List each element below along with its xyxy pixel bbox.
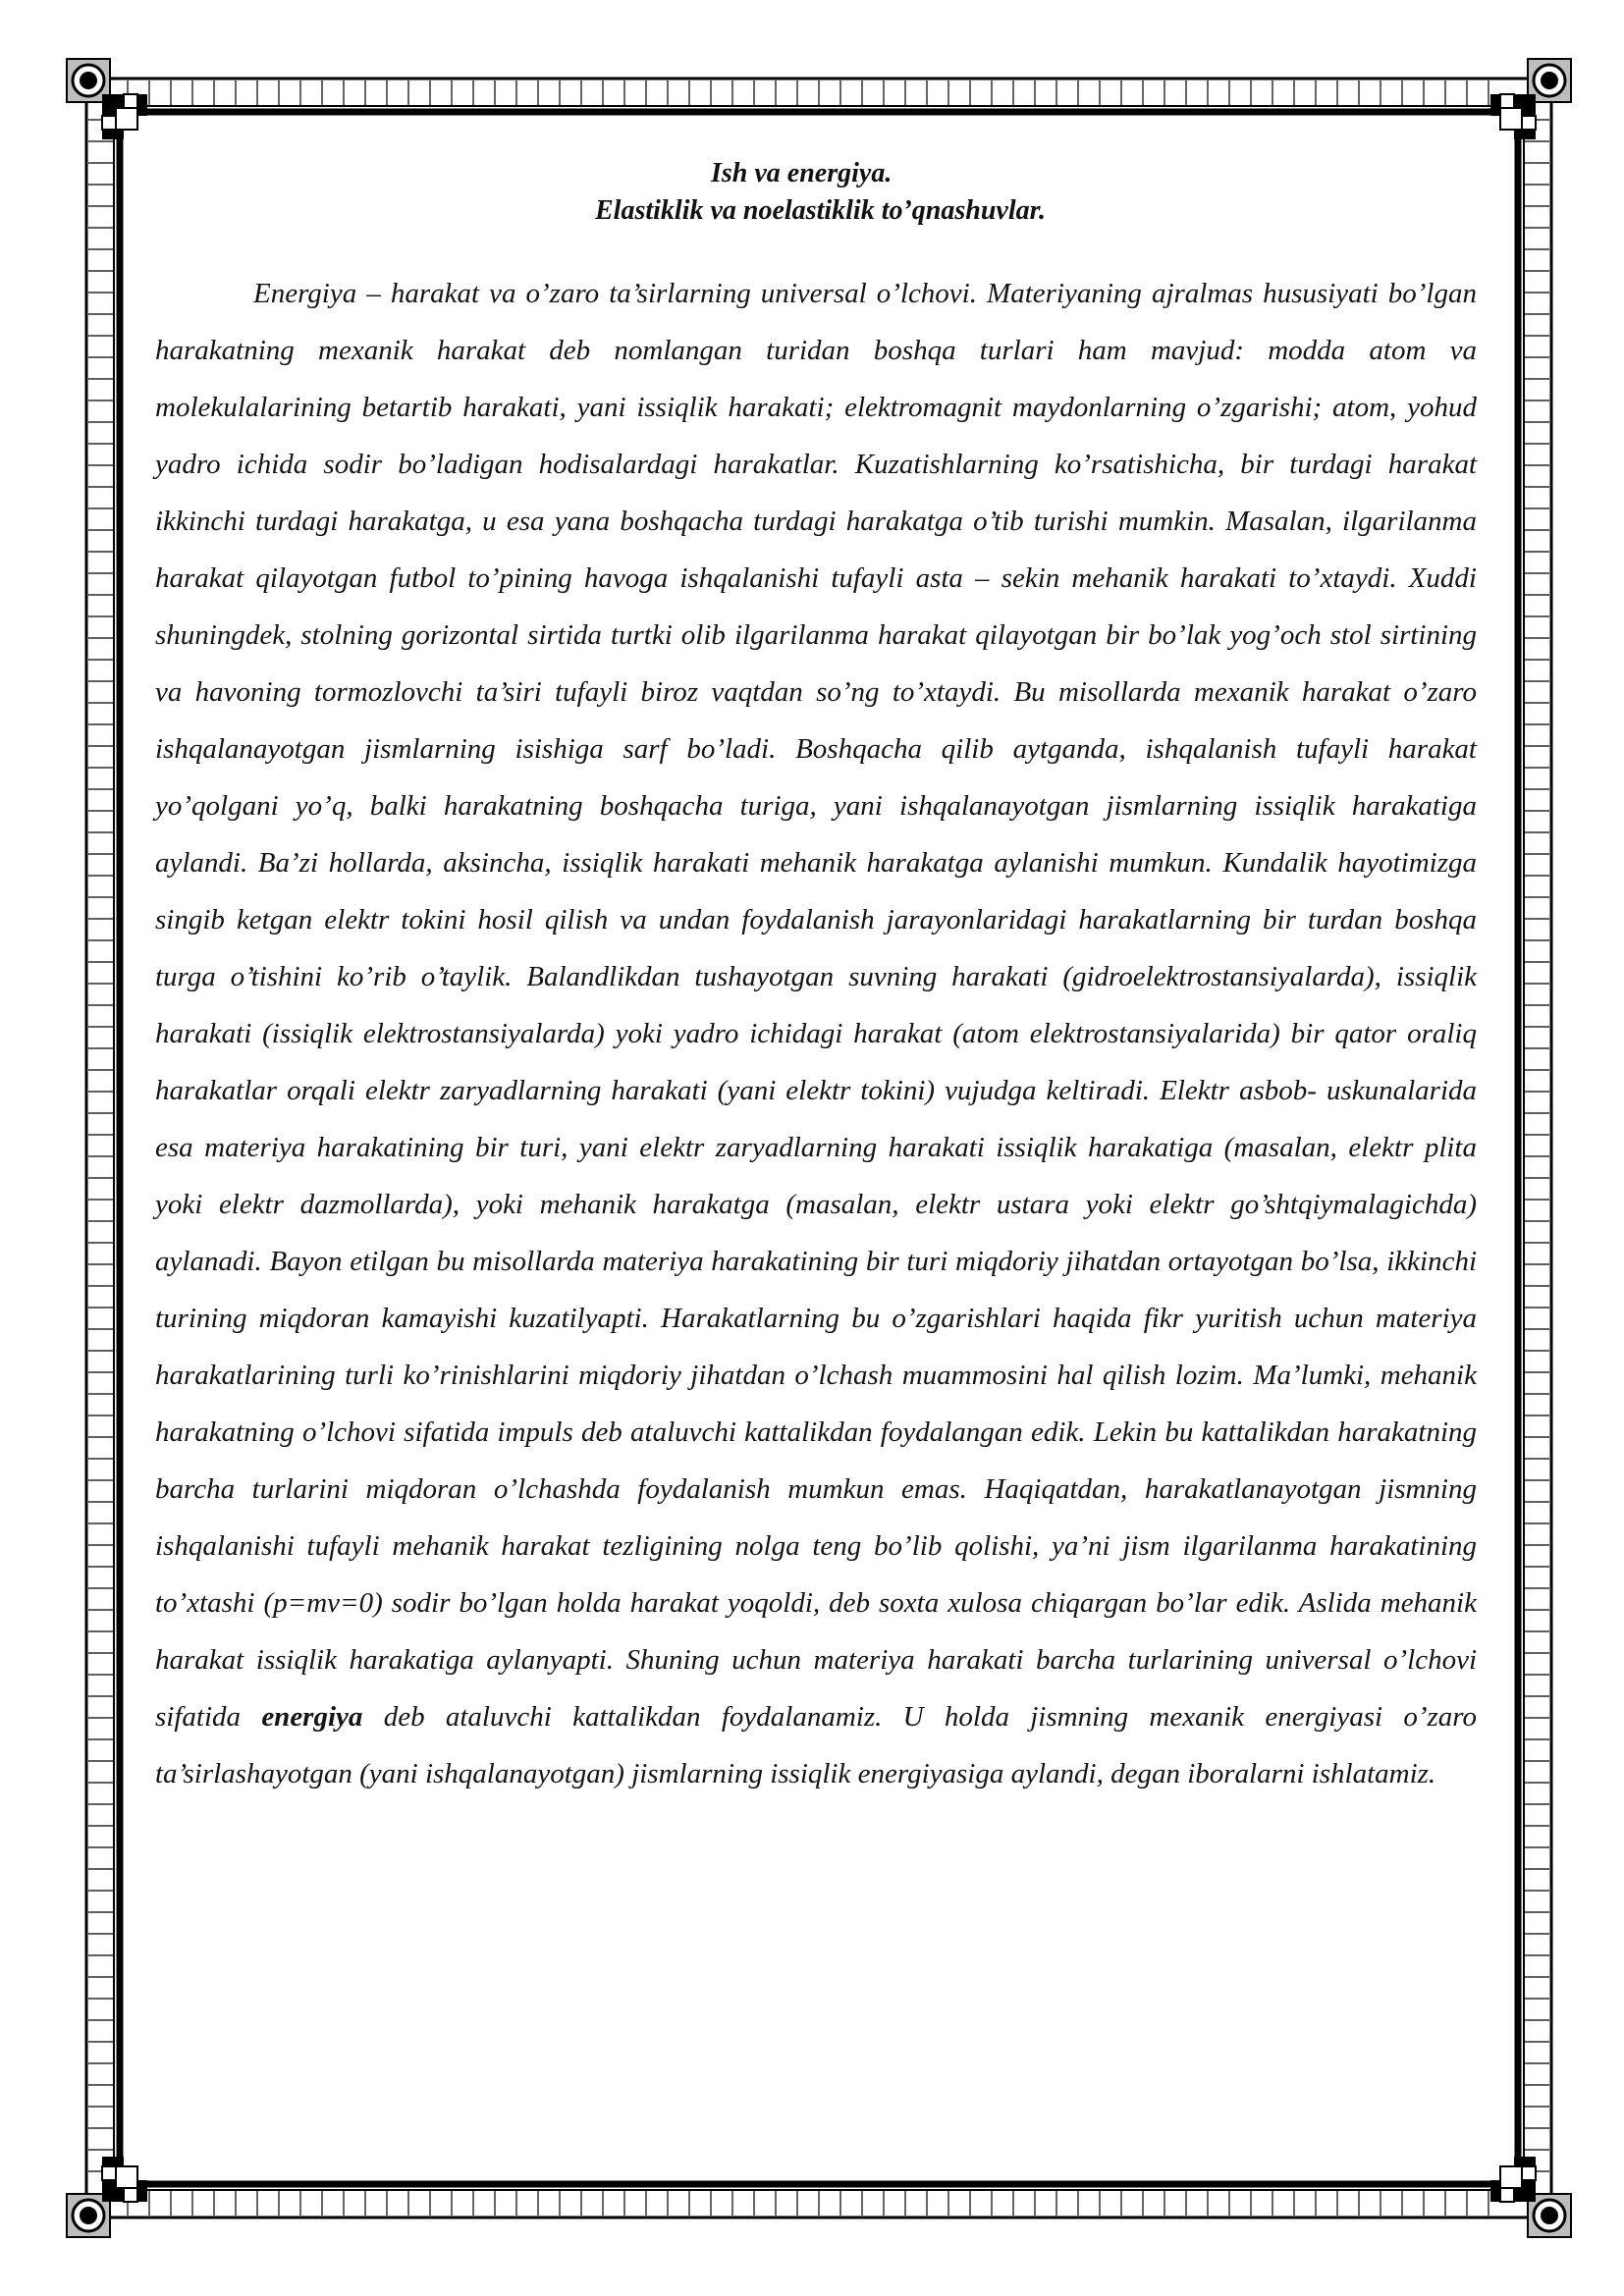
corner-ornament-bottom-left bbox=[67, 2157, 147, 2237]
corner-ornament-top-right bbox=[1490, 59, 1571, 139]
corner-ornament-bottom-right bbox=[1490, 2157, 1571, 2237]
document-subtitle: Elastiklik va noelastiklik to’qnashuvlar. bbox=[595, 195, 1046, 226]
paragraph-text-part2: deb ataluvchi kattalikdan foydalanamiz. U holda jismning mexanik energiyasi o’zaro ta’sirlashayotgan (yani ishqalanayotgan) jismlarning issiqlik energiyasiga aylandi, degan iboralarni ishlatamiz. bbox=[155, 1701, 1478, 1789]
document-title: Ish va energiya. bbox=[711, 158, 893, 188]
corner-ornament-top-left bbox=[67, 59, 147, 139]
body-paragraph bbox=[155, 265, 1477, 1802]
paragraph-text-part1: Energiya – harakat va o’zaro ta’sirlarning universal o’lchovi. Materiyaning ajralmas hususiyati bo’lgan harakatning mexanik harakat deb nomlangan turidan boshqa turlari ham mavjud: modda atom va molekulalarining betartib harakati, yani issiqlik harakati; elektromagnit maydonlarning o’zgarishi; atom, yohud yadro ichida sodir bo’ladigan hodisalardagi harakatlar. Kuzatishlarning ko’rsatishicha, bir turdagi harakat ikkinchi turdagi harakatga, u esa yana boshqacha turdagi harakatga o’tib turishi mumkin. Masalan, ilgarilanma harakat qilayotgan futbol to’pining havoga ishqalanishi tufayli asta – sekin mehanik harakati to’xtaydi. Xuddi shuningdek, stolning gorizontal sirtida turtki olib ilgarilanma harakat qilayotgan bir bo’lak yog’och stol sirtining va havoning tormozlovchi ta’siri tufayli biroz vaqtdan so’ng to’xtaydi. Bu misollarda mexanik harakat o’zaro ishqalanayotgan jismlarning isishiga sarf bo’ladi. Boshqacha qilib aytganda, ishqalanish tufayli harakat yo’qolgani yo’q, balki harakatning boshqacha turiga, yani ishqalanayotgan jismlarning issiqlik harakatiga aylandi. Ba’zi hollarda, aksincha, issiqlik harakati mehanik harakatga aylanishi mumkun. Kundalik hayotimizga singib ketgan elektr tokini hosil qilish va undan foydalanish jarayonlaridagi harakatlarning bir turdan boshqa turga o’tishini ko’rib o’taylik. Balandlikdan tushayotgan suvning harakati (gidroelektrostansiyalarda), issiqlik harakati (issiqlik elektrostansiyalarda) yoki yadro ichidagi harakat (atom elektrostansiyalarida) bir qator oraliq harakatlar orqali elektr zaryadlarning harakati (yani elektr tokini) vujudga keltiradi. Elektr asbob- uskunalarida esa materiya harakatining bir turi, yani elektr zaryadlarning harakati issiqlik harakatiga (masalan, elektr plita yoki elektr dazmollarda), yoki mehanik harakatga (masalan, elektr ustara yoki elektr go’shtqiymalagichda) aylanadi. Bayon etilgan bu misollarda materiya harakatining bir turi miqdoriy jihatdan ortayotgan bo’lsa, ikkinchi turining miqdoran kamayishi kuzatilyapti. Harakatlarning bu o’zgarishlari haqida fikr yuritish uchun materiya harakatlarining turli ko’rinishlarini miqdoriy jihatdan o’lchash muammosini hal qilish lozim. Ma’lumki, mehanik harakatning o’lchovi sifatida impuls deb ataluvchi kattalikdan foydalangan edik. Lekin bu kattalikdan harakatning barcha turlarini miqdoran o’lchashda foydalanish mumkun emas. Haqiqatdan, harakatlanayotgan jismning ishqalanishi tufayli mehanik harakat tezligining nolga teng bo’lib qolishi, ya’ni jism ilgarilanma harakatining to’xtashi (p=mv=0) sodir bo’lgan holda harakat yoqoldi, deb soxta xulosa chiqargan bo’lar edik. Aslida mehanik harakat issiqlik harakatiga aylanyapti. Shuning uchun materiya harakati barcha turlarining universal o’lchovi sifatida bbox=[155, 278, 1477, 1733]
paragraph-bold-term: energiya bbox=[261, 1701, 363, 1733]
